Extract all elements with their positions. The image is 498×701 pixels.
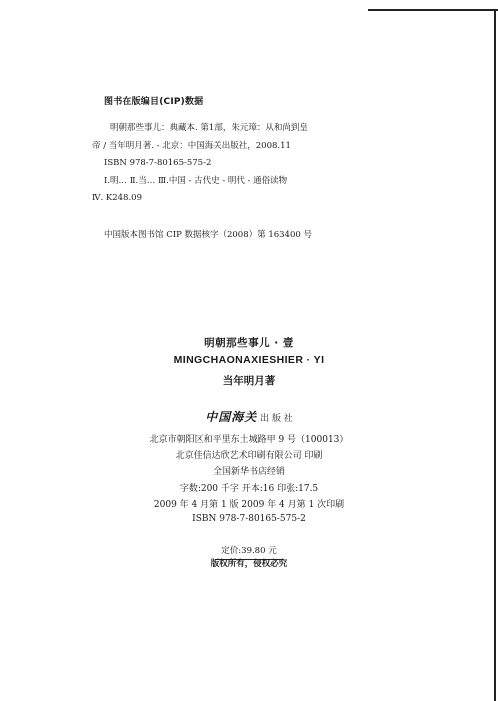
edition-line: 2009 年 4 月第 1 版 2009 年 4 月第 1 次印刷	[153, 500, 345, 510]
isbn-line: ISBN 978-7-80165-575-2	[192, 514, 306, 524]
specs-line: 字数:200 千字 开本:16 印张:17.5	[179, 484, 319, 494]
book-title-pinyin: MINGCHAONAXIESHIER · YI	[173, 354, 325, 366]
cip-line-subjects: Ⅰ.明… Ⅱ.当… Ⅲ.中国 - 古代史 - 明代 - 通俗读物	[104, 175, 288, 186]
cip-line-author: 帝 / 当年明月著. - 北京：中国海关出版社，2008.11	[92, 140, 291, 151]
publisher-suffix: 出 版 社	[260, 414, 293, 424]
cip-line-isbn: ISBN 978-7-80165-575-2	[104, 158, 212, 168]
copyright-notice: 版权所有，侵权必究	[210, 559, 288, 569]
book-author: 当年明月著	[222, 375, 276, 387]
publisher-name	[0, 408, 498, 425]
cip-line-classification: Ⅳ. K248.09	[92, 193, 142, 203]
cip-heading: 图书在版编目(CIP)数据	[104, 97, 204, 107]
price-label: 定价:39.80 元	[215, 544, 282, 560]
frame-top-border	[368, 9, 498, 11]
publisher-logo: 中国海关	[205, 410, 258, 424]
cip-line-title: 明朝那些事儿：典藏本. 第1部，朱元璋：从和尚到皇	[110, 123, 308, 133]
printer-line: 北京佳信达欣艺术印刷有限公司 印刷	[175, 451, 323, 461]
cip-data-block	[92, 94, 344, 208]
distributor-line: 全国新华书店经销	[212, 467, 285, 477]
publisher-address: 北京市朝阳区和平里东土城路甲 9 号（100013）	[149, 435, 349, 445]
cip-record-number: 中国版本图书馆 CIP 数据核字（2008）第 163400 号	[104, 230, 312, 240]
book-title: 明朝那些事儿 · 壹	[204, 337, 294, 349]
